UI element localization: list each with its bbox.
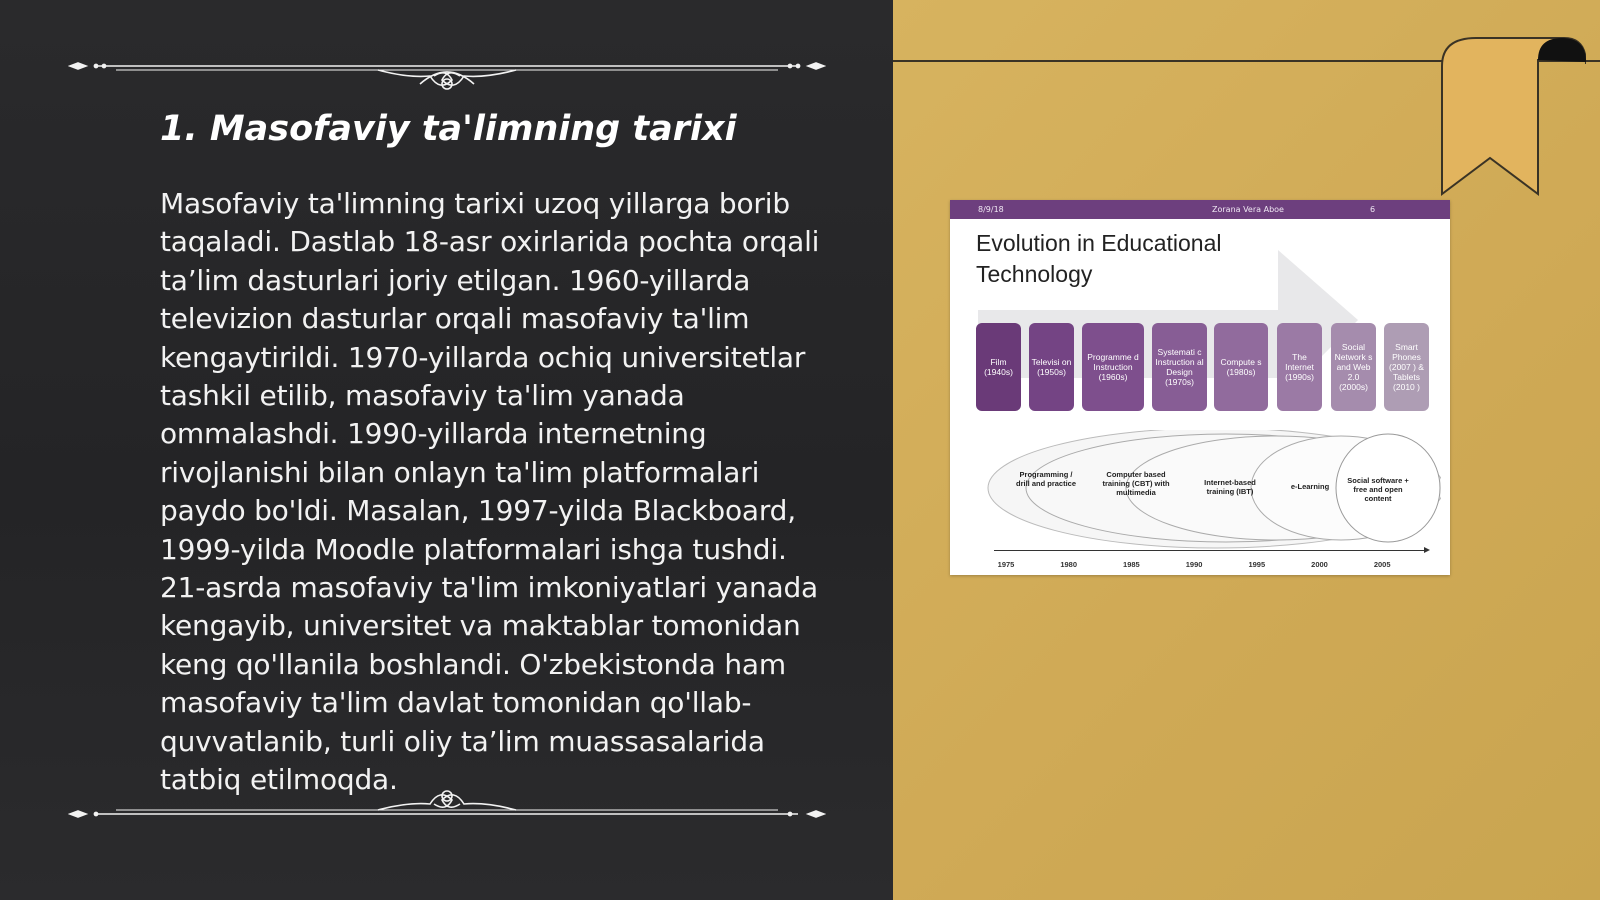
technology-box: Compute s (1980s)	[1214, 323, 1268, 411]
technology-box: Smart Phones (2007 ) & Tablets (2010 )	[1384, 323, 1429, 411]
timeline-year-label: 1990	[1185, 560, 1203, 569]
learning-approach-label: Programming / drill and practice	[1015, 470, 1077, 488]
technology-box: Televisi on (1950s)	[1029, 323, 1074, 411]
learning-approach-label: Internet-based training (IBT)	[1204, 478, 1256, 496]
technology-box: The Internet (1990s)	[1277, 323, 1322, 411]
bookmark-ribbon-icon	[1436, 36, 1586, 198]
figure-header-date: 8/9/18	[978, 205, 1004, 214]
figure-header-bar	[950, 200, 1450, 219]
learning-approach-label: e-Learning	[1290, 482, 1330, 491]
slide-title: 1. Masofaviy ta'limning tarixi	[160, 109, 737, 149]
technology-box: Social Network s and Web 2.0 (2000s)	[1331, 323, 1376, 411]
ornament-top-divider	[68, 46, 826, 92]
figure-header-page: 6	[1370, 205, 1376, 214]
technology-box: Film (1940s)	[976, 323, 1021, 411]
embedded-figure	[950, 200, 1450, 575]
technology-box: Systemati c Instruction al Design (1970s)	[1152, 323, 1207, 411]
timeline-year-label: 1975	[997, 560, 1015, 569]
figure-title: Evolution in Educational Technology	[976, 230, 1222, 287]
timeline-year-label: 1985	[1123, 560, 1140, 569]
timeline-year-label: 2000	[1311, 560, 1328, 569]
timeline-axis-arrow-icon	[1424, 547, 1430, 553]
timeline-year-label: 2005	[1373, 560, 1391, 569]
learning-approach-label: Computer based training (CBT) with multimedia	[1102, 470, 1170, 497]
learning-approach-label: Social software + free and open content	[1347, 476, 1409, 503]
timeline-axis	[994, 550, 1426, 551]
technology-box: Programme d Instruction (1960s)	[1082, 323, 1144, 411]
figure-header-author: Zorana Vera Aboe	[1212, 205, 1284, 214]
timeline-year-label: 1995	[1248, 560, 1266, 569]
slide-body-text: Masofaviy ta'limning tarixi uzoq yillarga borib taqaladi. Dastlab 18-asr oxirlarida pochta orqali ta’lim dasturlari joriy etilgan. 1960-yillarda televizion dasturlar orqali masofaviy ta'lim kengaytirildi. 1970-yillarda ochiq universitetlar tashkil etilib, masofaviy ta'lim yanada ommalashdi. 1990-yillarda internetning rivojlanishi bilan onlayn ta'lim platformalari paydo bo'ldi. Masalan, 1997-yilda Blackboard, 1999-yilda Moodle platformalari ishga tushdi. 21-asrda masofaviy ta'lim imkoniyatlari yanada kengayib, universitet va maktablar tomonidan keng qo'llanila boshlandi. O'zbekistonda ham masofaviy ta'lim davlat tomonidan qo'llab-quvvatlanib, turli oliy ta’lim muassasalarida tatbiq etilmoqda.	[160, 187, 820, 797]
ornament-bottom-divider	[68, 790, 826, 836]
timeline-year-label: 1980	[1060, 560, 1078, 569]
